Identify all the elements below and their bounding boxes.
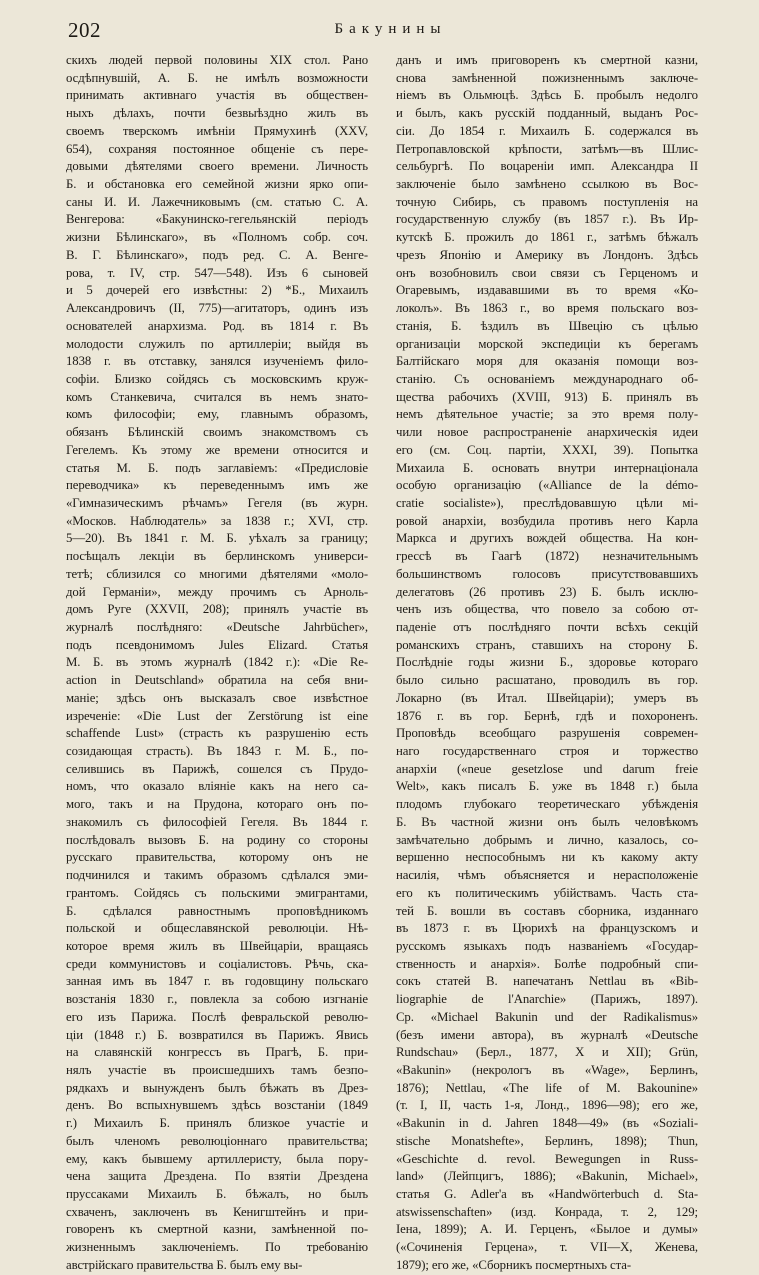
left-column-line: schaffende Lust» (страсть къ разрушенію есть bbox=[66, 726, 368, 741]
right-column-line: Михаила Б. основать внутри интернаціонала bbox=[396, 460, 698, 475]
right-column-line: русскомъ языкахъ подъ названіемъ «Государ- bbox=[396, 938, 698, 953]
right-column-line: насилія, чѣмъ объясняется и нерасположеніе bbox=[396, 868, 698, 883]
right-column-line: заключеніе было замѣнено ссылкою въ Вос- bbox=[396, 177, 698, 192]
left-column-line: знакомилъ съ философіей Гегеля. Въ 1844 г. bbox=[66, 814, 368, 829]
left-column-line: маніе; здѣсь онъ высказалъ свое извѣстное bbox=[66, 690, 368, 705]
right-column-line: онъ возобновилъ свои связи съ Герценомъ и bbox=[396, 265, 698, 280]
right-column-line: (т. I, II, часть 1-я, Лонд., 1896—98); его же, bbox=[396, 1098, 698, 1113]
left-column-line: жизненнымъ заключеніемъ. По требованію bbox=[66, 1240, 368, 1255]
right-column-line: данъ и имъ приговоренъ къ смертной казни, bbox=[396, 53, 698, 67]
left-column-line: молодости служилъ по артиллеріи; выйдя въ bbox=[66, 336, 368, 351]
right-column-line: паденіе отъ послѣдняго почти всѣхъ секцій bbox=[396, 620, 698, 634]
right-column-line: его къ политическимъ убійствамъ. Часть ста- bbox=[396, 885, 698, 900]
left-column-line: польской и общеславянской революціи. Нѣ- bbox=[66, 921, 368, 936]
right-column-line: cratie socialiste»), преслѣдовавшую цѣли мі- bbox=[396, 495, 698, 510]
right-column-line: его (см. Соц. партіи, XXXI, 39). Попытка bbox=[396, 442, 698, 457]
left-column-line: былъ членомъ революціоннаго правительства; bbox=[66, 1133, 368, 1148]
left-column-line: осдѣпнувшій, А. Б. не имѣлъ возможности bbox=[66, 70, 368, 85]
right-column-line: Іена, 1899); А. И. Герценъ, «Былое и думы» bbox=[396, 1222, 698, 1237]
right-column-line: ніемъ въ Ольмюцѣ. Здѣсь Б. пробылъ недолго bbox=[396, 88, 698, 103]
left-column-line: довыми дѣятелями своего времени. Личность bbox=[66, 159, 368, 174]
right-column-line: 1879); его же, «Сборникъ посмертныхъ ста- bbox=[396, 1257, 631, 1272]
left-column-line: М. Б. въ этомъ журналѣ (1842 г.): «Die Re- bbox=[66, 655, 368, 670]
left-column-line: посѣщалъ лекціи въ берлинскомъ универси- bbox=[66, 549, 368, 564]
left-column-line: чена защита Дрездена. По взятіи Дрездена bbox=[66, 1169, 368, 1184]
right-column-line: вершенно неспособнымъ ни къ какому акту bbox=[396, 850, 698, 865]
left-column-line: послѣдовалъ вызовъ Б. на родину со стороны bbox=[66, 832, 368, 847]
right-column-line: тей Б. вошли въ составъ сборника, изданнаго bbox=[396, 903, 698, 918]
right-column-line: Проповѣдь всеобщаго разрушенія современ- bbox=[396, 726, 698, 741]
right-column-line: замѣчательно добрымъ и лично, казалось, со- bbox=[396, 832, 698, 847]
right-column-line: кутскѣ Б. прожилъ до 1861 г., затѣмъ бѣжалъ bbox=[396, 230, 698, 245]
right-column-line: 1876 г. въ гор. Бернѣ, гдѣ и похороненъ. bbox=[396, 708, 698, 723]
left-column-line: его изъ Парижа. Послѣ февральской револю- bbox=[66, 1009, 368, 1024]
right-column-line: организаціи морской экспедиціи къ берегамъ bbox=[396, 336, 698, 351]
left-column-line: которое время жилъ въ Швейцаріи, вращаясь bbox=[66, 938, 368, 953]
right-column-line: плодомъ глубокаго теоретическаго убѣжденія bbox=[396, 797, 698, 812]
left-column-line: софіи. Близко сойдясь съ московскимъ круж- bbox=[66, 371, 368, 386]
left-column-line: номъ, что оказало вліяніе какъ на него са- bbox=[66, 779, 368, 794]
right-column-line: «Bakunin in d. Jahren 1848—49» (въ «Soziali- bbox=[396, 1116, 698, 1131]
right-column-line: снова замѣненной пожизненнымъ заключе- bbox=[396, 70, 698, 85]
left-column-line: домъ Руге (XXVII, 208); принялъ участіе въ bbox=[66, 602, 368, 617]
right-column-line: чрезъ Японію и Америку въ Лондонъ. Здѣсь bbox=[396, 247, 698, 262]
left-column-line: action in Deutschland» обратила на себя вни- bbox=[66, 673, 368, 688]
page-number: 202 bbox=[68, 18, 101, 42]
left-column-line: рова, т. IV, стр. 547—548). Изъ 6 сыновей bbox=[66, 265, 368, 280]
page-header bbox=[68, 18, 713, 48]
right-column-line: особую организацію («Alliance de la démo- bbox=[396, 478, 698, 493]
left-column-line: «Москов. Наблюдатель» за 1838 г.; XVI, стр. bbox=[66, 513, 368, 528]
right-column bbox=[396, 52, 698, 1272]
right-column-line: немъ дѣятельное участіе; за это время полу- bbox=[396, 407, 698, 422]
right-column-line: наго государственнаго строя и торжество bbox=[396, 744, 698, 759]
left-column-line: 654), сохраняя постоянное общеніе съ пере- bbox=[66, 141, 368, 156]
left-column-line: среди коммунистовъ и соціалистовъ. Рѣчь, ска- bbox=[66, 956, 368, 971]
right-column-line: stische Monatshefte», Берлинъ, 1898); Thun, bbox=[396, 1133, 698, 1148]
left-column-line: тетѣ; сблизился со многими дѣятелями «моло- bbox=[66, 566, 368, 581]
left-column-line: рядкахъ и вынужденъ былъ бѣжать въ Дрез- bbox=[66, 1080, 368, 1095]
left-column-line: г.) Михаилъ Б. принялъ близкое участіе и bbox=[66, 1116, 368, 1131]
right-column-line: и былъ, какъ русскій подданный, выданъ Рос- bbox=[396, 106, 698, 121]
right-column-line: «Bakunin» (некрологъ въ «Wage», Берлинъ, bbox=[396, 1062, 698, 1077]
right-column-line: Маркса и другихъ вождей общества. На кон- bbox=[396, 531, 698, 546]
left-column-line: созидающая страсть). Въ 1843 г. М. Б., по- bbox=[66, 744, 368, 759]
left-column-line: Б. и обстановка его семейной жизни ярко опи- bbox=[66, 177, 368, 192]
right-column-line: станію. Съ основаніемъ международнаго об- bbox=[396, 371, 698, 386]
right-column-line: Ср. «Michael Bakunin und der Radikalismus» bbox=[396, 1009, 698, 1024]
left-column-line: русскаго правительства, которому онъ не bbox=[66, 850, 368, 865]
right-column-line: Локарно (въ Итал. Швейцаріи); умеръ въ bbox=[396, 690, 698, 705]
left-column-line: дой Германіи», между прочимъ съ Арноль- bbox=[66, 584, 368, 599]
right-column-line: Послѣдніе годы жизни Б., здоровье котораго bbox=[396, 655, 698, 670]
right-column-line: государственную службу (въ 1857 г.). Въ Ир- bbox=[396, 212, 698, 227]
right-column-line: land» (Лейпцигъ, 1886); «Bakunin, Michael», bbox=[396, 1169, 698, 1184]
right-column-line: ченъ изъ общества, что повело за собою от- bbox=[396, 602, 698, 617]
right-column-line: liographie de l'Anarchie» (Парижъ, 1897). bbox=[396, 992, 698, 1007]
left-column-line: комъ философіи; ему, главнымъ образомъ, bbox=[66, 407, 368, 422]
left-column-line: переводчика» къ переведеннымъ имъ же bbox=[66, 478, 368, 493]
right-column-line: atswissenschaften» (изд. Конрада, т. 2, 129; bbox=[396, 1204, 698, 1219]
right-column-line: «Geschichte d. revol. Bewegungen in Russ- bbox=[396, 1151, 698, 1166]
right-column-line: Б. Въ частной жизни онъ былъ человѣкомъ bbox=[396, 814, 698, 829]
right-column-line: (безъ имени автора), въ журналѣ «Deutsche bbox=[396, 1027, 698, 1042]
right-column-line: ровой анархіи, возбудила противъ него Карла bbox=[396, 513, 698, 528]
left-column-line: жизни Бѣлинскаго», въ «Полномъ собр. соч. bbox=[66, 230, 368, 245]
right-column-line: сіи. До 1854 г. Михаилъ Б. содержался въ bbox=[396, 123, 698, 138]
left-column-line: австрійскаго правительства Б. былъ ему вы- bbox=[66, 1257, 303, 1272]
left-column-line: и 5 дочерей его извѣстны: 2) *Б., Михаилъ bbox=[66, 283, 368, 298]
right-column-line: станія, Б. ѣздилъ въ Швецію съ цѣлью bbox=[396, 318, 698, 333]
left-column-line: пруссаками Михаилъ Б. бѣжалъ, но былъ bbox=[66, 1187, 368, 1201]
left-column-line: Венгерова: «Бакунинско-гегельянскій періодъ bbox=[66, 212, 368, 227]
left-column-line: селившись въ Парижѣ, сошелся съ Прудо- bbox=[66, 761, 368, 776]
left-column-line: комъ Станкевича, считался въ немъ знато- bbox=[66, 389, 368, 404]
left-column-line: принимать активнаго участія въ обществен- bbox=[66, 88, 368, 103]
left-column-line: журналѣ послѣдняго: «Deutsche Jahrbücher», bbox=[66, 620, 368, 634]
left-column-line: ныхъ дѣлахъ, почти безвыѣздно жилъ въ bbox=[66, 106, 368, 121]
running-title: Бакунины bbox=[334, 21, 447, 37]
left-column-line: саны И. И. Лажечниковымъ (см. статью С. А. bbox=[66, 194, 368, 209]
right-column-line: Welt», какъ писалъ Б. уже въ 1848 г.) была bbox=[396, 779, 698, 794]
left-column-line: подчинился и такимъ образомъ сдѣлался эми- bbox=[66, 868, 368, 883]
left-column-line: статья М. Б. подъ заглавіемъ: «Предисловіе bbox=[66, 460, 368, 475]
right-column-line: щества рабочихъ (XVIII, 913) Б. принялъ въ bbox=[396, 389, 698, 404]
left-column-line: ціи (1848 г.) Б. возвратился въ Парижъ. Явись bbox=[66, 1027, 368, 1042]
left-column-line: обязанъ Бѣлинскій своимъ знакомствомъ съ bbox=[66, 425, 368, 440]
left-column-line: своемъ тверскомъ имѣніи Прямухинѣ (XXV, bbox=[66, 123, 368, 138]
right-column-line: Балтійскаго моря для оказанія помощи воз- bbox=[396, 354, 698, 369]
left-column-line: схваченъ, заключенъ въ Кенигштейнъ и при- bbox=[66, 1204, 368, 1219]
right-column-line: («Сочиненія Герцена», т. VII—X, Женева, bbox=[396, 1240, 698, 1255]
left-column-line: на славянскій конгрессъ въ Прагѣ, Б. при- bbox=[66, 1045, 368, 1060]
right-column-line: романскихъ странъ, ставшихъ на сторону Б. bbox=[396, 637, 698, 652]
right-column-line: чили новое распространеніе анархическія идеи bbox=[396, 425, 698, 440]
left-column-line: Б. сдѣлался равностнымъ проповѣдникомъ bbox=[66, 903, 368, 918]
left-column-line: говоренъ къ смертной казни, замѣненной по- bbox=[66, 1222, 368, 1237]
right-column-line: ственность и анархія». Болѣе подробный спи- bbox=[396, 956, 698, 971]
right-column-line: грессѣ въ Гаагѣ (1872) незначительнымъ bbox=[396, 549, 698, 564]
left-column-line: нялъ участіе въ происшедшихъ тамъ безпо- bbox=[66, 1062, 368, 1077]
left-column-line: «Гимназическимъ рѣчамъ» Гегеля (въ журн. bbox=[66, 495, 368, 510]
right-column-line: точную Сибирь, съ правомъ поступленія на bbox=[396, 194, 698, 209]
right-column-line: анархіи («neue gesetzlose und darum freie bbox=[396, 761, 698, 776]
left-column-line: мого, такъ и на Прудона, котораго онъ по- bbox=[66, 797, 368, 812]
right-column-line: Огаревымъ, издававшими въ то время «Ко- bbox=[396, 283, 698, 298]
left-column-line: 5—20). Въ 1841 г. М. Б. уѣхалъ за границу; bbox=[66, 531, 368, 546]
left-column-line: 1838 г. въ отставку, занялся изученіемъ фило- bbox=[66, 354, 368, 369]
left-column-line: Гегелемъ. Къ этому же времени относится и bbox=[66, 442, 368, 457]
left-column-line: Александровичъ (II, 775)—агитаторъ, одинъ изъ bbox=[66, 301, 368, 316]
right-column-line: большинствомъ голосовъ присутствовавшихъ bbox=[396, 566, 698, 581]
right-column-line: въ 1873 г. въ Цюрихѣ на французскомъ и bbox=[396, 921, 698, 936]
right-column-line: Rundschau» (Берл., 1877, X и XII); Grün, bbox=[396, 1045, 698, 1060]
left-column bbox=[66, 52, 368, 1272]
left-column-line: денъ. Во вспыхнувшемъ здѣсь возстаніи (1849 bbox=[66, 1098, 368, 1113]
right-column-line: было сильно расшатано, проводилъ въ гор. bbox=[396, 673, 698, 688]
right-column-line: 1876); Nettlau, «The life of M. Bakounine» bbox=[396, 1080, 698, 1095]
left-column-line: грантомъ. Сойдясь съ польскими эмигрантами, bbox=[66, 885, 368, 900]
left-column-line: скихъ людей первой половины XIX стол. Рано bbox=[66, 53, 368, 67]
right-column-line: делегатовъ (26 противъ 23) Б. былъ исклю- bbox=[396, 584, 698, 599]
left-column-line: занная имъ въ 1847 г. въ годовщину польскаго bbox=[66, 974, 368, 989]
right-column-line: сельбургѣ. По воцареніи имп. Александра II bbox=[396, 159, 698, 174]
left-column-line: подъ псевдонимомъ Jules Elizard. Статья bbox=[66, 637, 368, 652]
left-column-line: основателей анархизма. Род. въ 1814 г. Въ bbox=[66, 318, 368, 333]
left-column-line: возстанія 1830 г., повлекла за собою изгнаніе bbox=[66, 992, 368, 1007]
right-column-line: Петропавловской крѣпости, затѣмъ—въ Шлис- bbox=[396, 141, 698, 156]
left-column-line: ему, какъ бывшему артиллеристу, была пору- bbox=[66, 1151, 368, 1166]
right-column-line: статья G. Adler'а въ «Handwörterbuch d. Sta- bbox=[396, 1187, 698, 1201]
right-column-line: локолъ». Въ 1863 г., во время польскаго воз- bbox=[396, 301, 698, 316]
right-column-line: сокъ статей В. напечатанъ Nettlau въ «Bib- bbox=[396, 974, 698, 989]
left-column-line: изреченіе: «Die Lust der Zerstörung ist eine bbox=[66, 708, 368, 723]
left-column-line: В. Г. Бѣлинскаго», подъ ред. С. А. Венге- bbox=[66, 247, 368, 262]
